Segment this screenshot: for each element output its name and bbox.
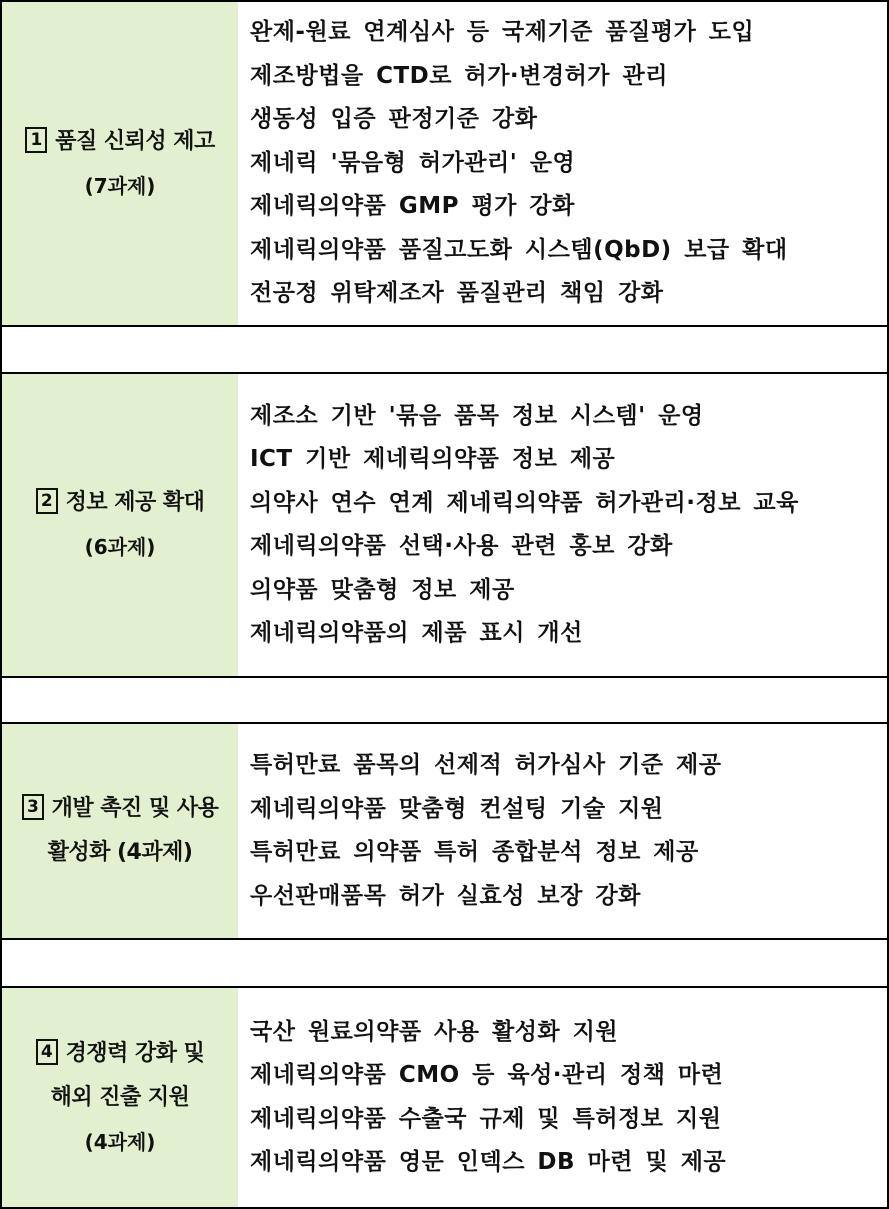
section-development-promotion xyxy=(2,722,887,940)
list-item: 제네릭의약품의 제품 표시 개선 xyxy=(250,620,583,646)
section-number-box: 4 xyxy=(36,1039,58,1065)
section-items-cell xyxy=(238,374,887,676)
list-item: 제조소 기반 '묶음 품목 정보 시스템' 운영 xyxy=(250,402,704,429)
section-title xyxy=(36,481,205,525)
list-item: 제네릭의약품 맞춤형 컨설팅 기술 지원 xyxy=(250,795,664,822)
list-item: 의약품 맞춤형 정보 제공 xyxy=(250,576,515,603)
section-information-expansion xyxy=(2,372,887,678)
list-item: 의약사 연수 연계 제네릭의약품 허가관리·정보 교육 xyxy=(250,489,799,516)
section-label-cell xyxy=(2,2,238,325)
section-title-text: 정보 제공 확대 xyxy=(65,490,205,515)
section-quality-reliability xyxy=(2,2,887,327)
section-task-count: (7과제) xyxy=(84,173,156,198)
section-items-cell xyxy=(238,2,887,325)
list-item: 국산 원료의약품 사용 활성화 지원 xyxy=(250,1018,619,1045)
section-title-text: 개발 촉진 및 사용 xyxy=(51,796,219,821)
section-items-cell xyxy=(238,724,887,938)
section-title-text: 품질 신뢰성 제고 xyxy=(55,128,215,154)
section-number-box: 3 xyxy=(22,794,44,820)
list-item: 우선판매품목 허가 실효성 보장 강화 xyxy=(250,882,641,909)
section-label-cell xyxy=(2,374,238,676)
section-label-cell xyxy=(2,724,238,938)
list-item: 제네릭 '묶음형 허가관리' 운영 xyxy=(250,149,576,176)
list-item: 제네릭의약품 GMP 평가 강화 xyxy=(250,193,575,220)
section-items-cell xyxy=(238,988,887,1207)
list-item: 제네릭의약품 영문 인덱스 DB 마련 및 제공 xyxy=(250,1149,727,1175)
list-item: 완제-원료 연계심사 등 국제기준 품질평가 도입 xyxy=(250,19,755,46)
section-task-count: (6과제) xyxy=(84,535,156,559)
section-label-cell xyxy=(2,988,238,1207)
section-competitiveness-overseas xyxy=(2,986,887,1207)
section-title xyxy=(36,1032,205,1076)
section-title xyxy=(22,787,219,831)
list-item: 제조방법을 CTD로 허가·변경허가 관리 xyxy=(250,62,668,89)
list-item: 전공정 위탁제조자 품질관리 책임 강화 xyxy=(250,280,664,307)
section-title xyxy=(25,120,215,164)
section-number-box: 1 xyxy=(25,127,47,153)
list-item: 생동성 입증 판정기준 강화 xyxy=(250,106,538,133)
list-item: 특허만료 의약품 특허 종합분석 정보 제공 xyxy=(250,839,699,865)
list-item: 제네릭의약품 품질고도화 시스템(QbD) 보급 확대 xyxy=(250,236,788,263)
list-item: ICT 기반 제네릭의약품 정보 제공 xyxy=(250,446,616,472)
list-item: 제네릭의약품 수출국 규제 및 특허정보 지원 xyxy=(250,1105,722,1132)
section-title-line-2: 활성화 (4과제) xyxy=(47,840,193,865)
list-item: 특허만료 품목의 선제적 허가심사 기준 제공 xyxy=(250,752,722,778)
section-title-text: 경쟁력 강화 및 xyxy=(65,1040,205,1066)
section-number-box: 2 xyxy=(36,488,58,514)
list-item: 제네릭의약품 선택·사용 관련 홍보 강화 xyxy=(250,533,673,559)
list-item: 제네릭의약품 CMO 등 육성·관리 정책 마련 xyxy=(250,1062,724,1088)
section-title-line-2: 해외 진출 지원 xyxy=(50,1084,190,1110)
section-task-count: (4과제) xyxy=(84,1129,156,1154)
